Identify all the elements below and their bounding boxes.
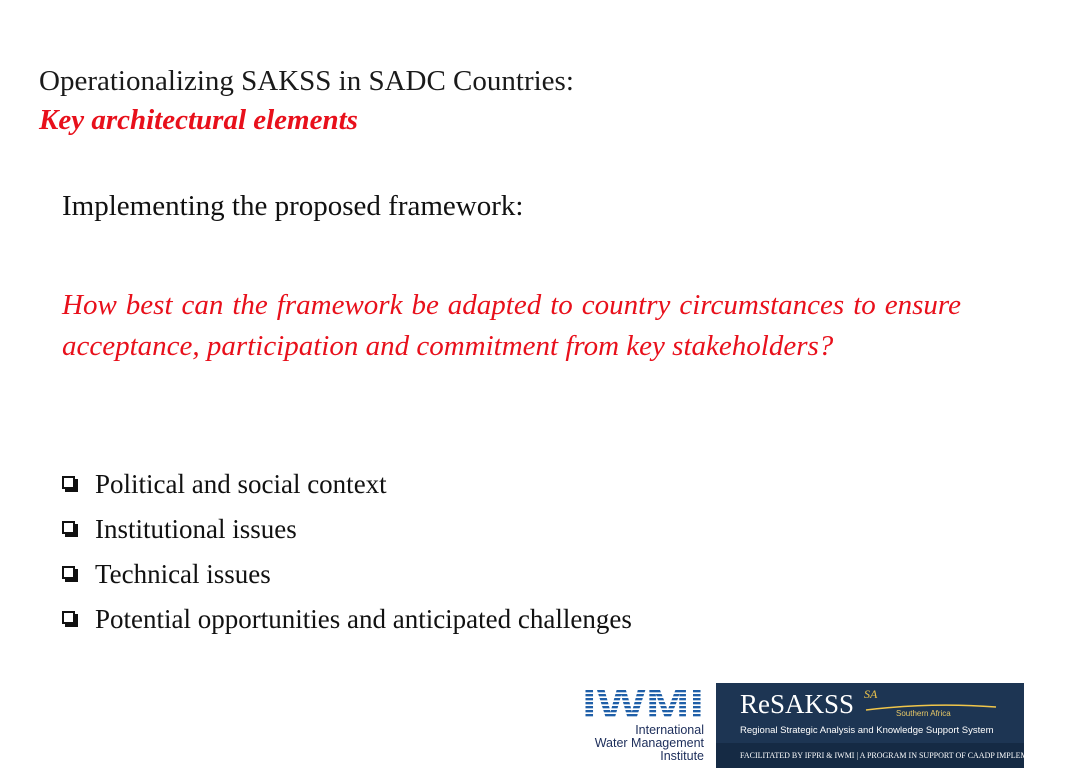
checkbox-square-icon <box>62 566 75 579</box>
bullet-list <box>62 462 632 642</box>
svg-text:IWMI: IWMI <box>582 680 704 728</box>
iwmi-wordmark-icon <box>581 680 705 728</box>
checkbox-square-icon <box>62 521 75 534</box>
iwmi-line3: Institute <box>660 749 704 763</box>
iwmi-name <box>595 724 704 763</box>
slide-title: Operationalizing SAKSS in SADC Countries: <box>39 65 574 97</box>
list-item <box>62 552 632 597</box>
list-item-label: Institutional issues <box>95 514 297 544</box>
resakss-full-name: Regional Strategic Analysis and Knowledge Support System <box>740 725 994 736</box>
key-question: How best can the framework be adapted to country circumstances to ensure acceptance, participation and commitment from key stakeholders? <box>62 289 961 362</box>
list-item-label: Political and social context <box>95 469 387 499</box>
checkbox-square-icon <box>62 611 75 624</box>
title-block <box>39 62 574 140</box>
section-heading: Implementing the proposed framework: <box>62 190 524 222</box>
list-item <box>62 462 632 507</box>
resakss-footer-text: FACILITATED BY IFPRI & IWMI | A PROGRAM IN SUPPORT OF CAADP IMPLEMENTATION <box>740 751 1067 760</box>
resakss-superscript: SA <box>864 687 878 701</box>
resakss-region: Southern Africa <box>896 709 951 718</box>
slide-subtitle: Key architectural elements <box>39 104 358 136</box>
iwmi-logo <box>578 680 708 768</box>
resakss-logo <box>716 683 1067 768</box>
list-item <box>62 597 632 642</box>
resakss-name: ReSAKSS <box>740 689 855 719</box>
list-item-label: Potential opportunities and anticipated challenges <box>95 604 632 634</box>
list-item <box>62 507 632 552</box>
list-item-label: Technical issues <box>95 559 271 589</box>
checkbox-square-icon <box>62 476 75 489</box>
iwmi-line2: Water Management <box>594 736 704 750</box>
iwmi-line1: International <box>635 723 704 737</box>
